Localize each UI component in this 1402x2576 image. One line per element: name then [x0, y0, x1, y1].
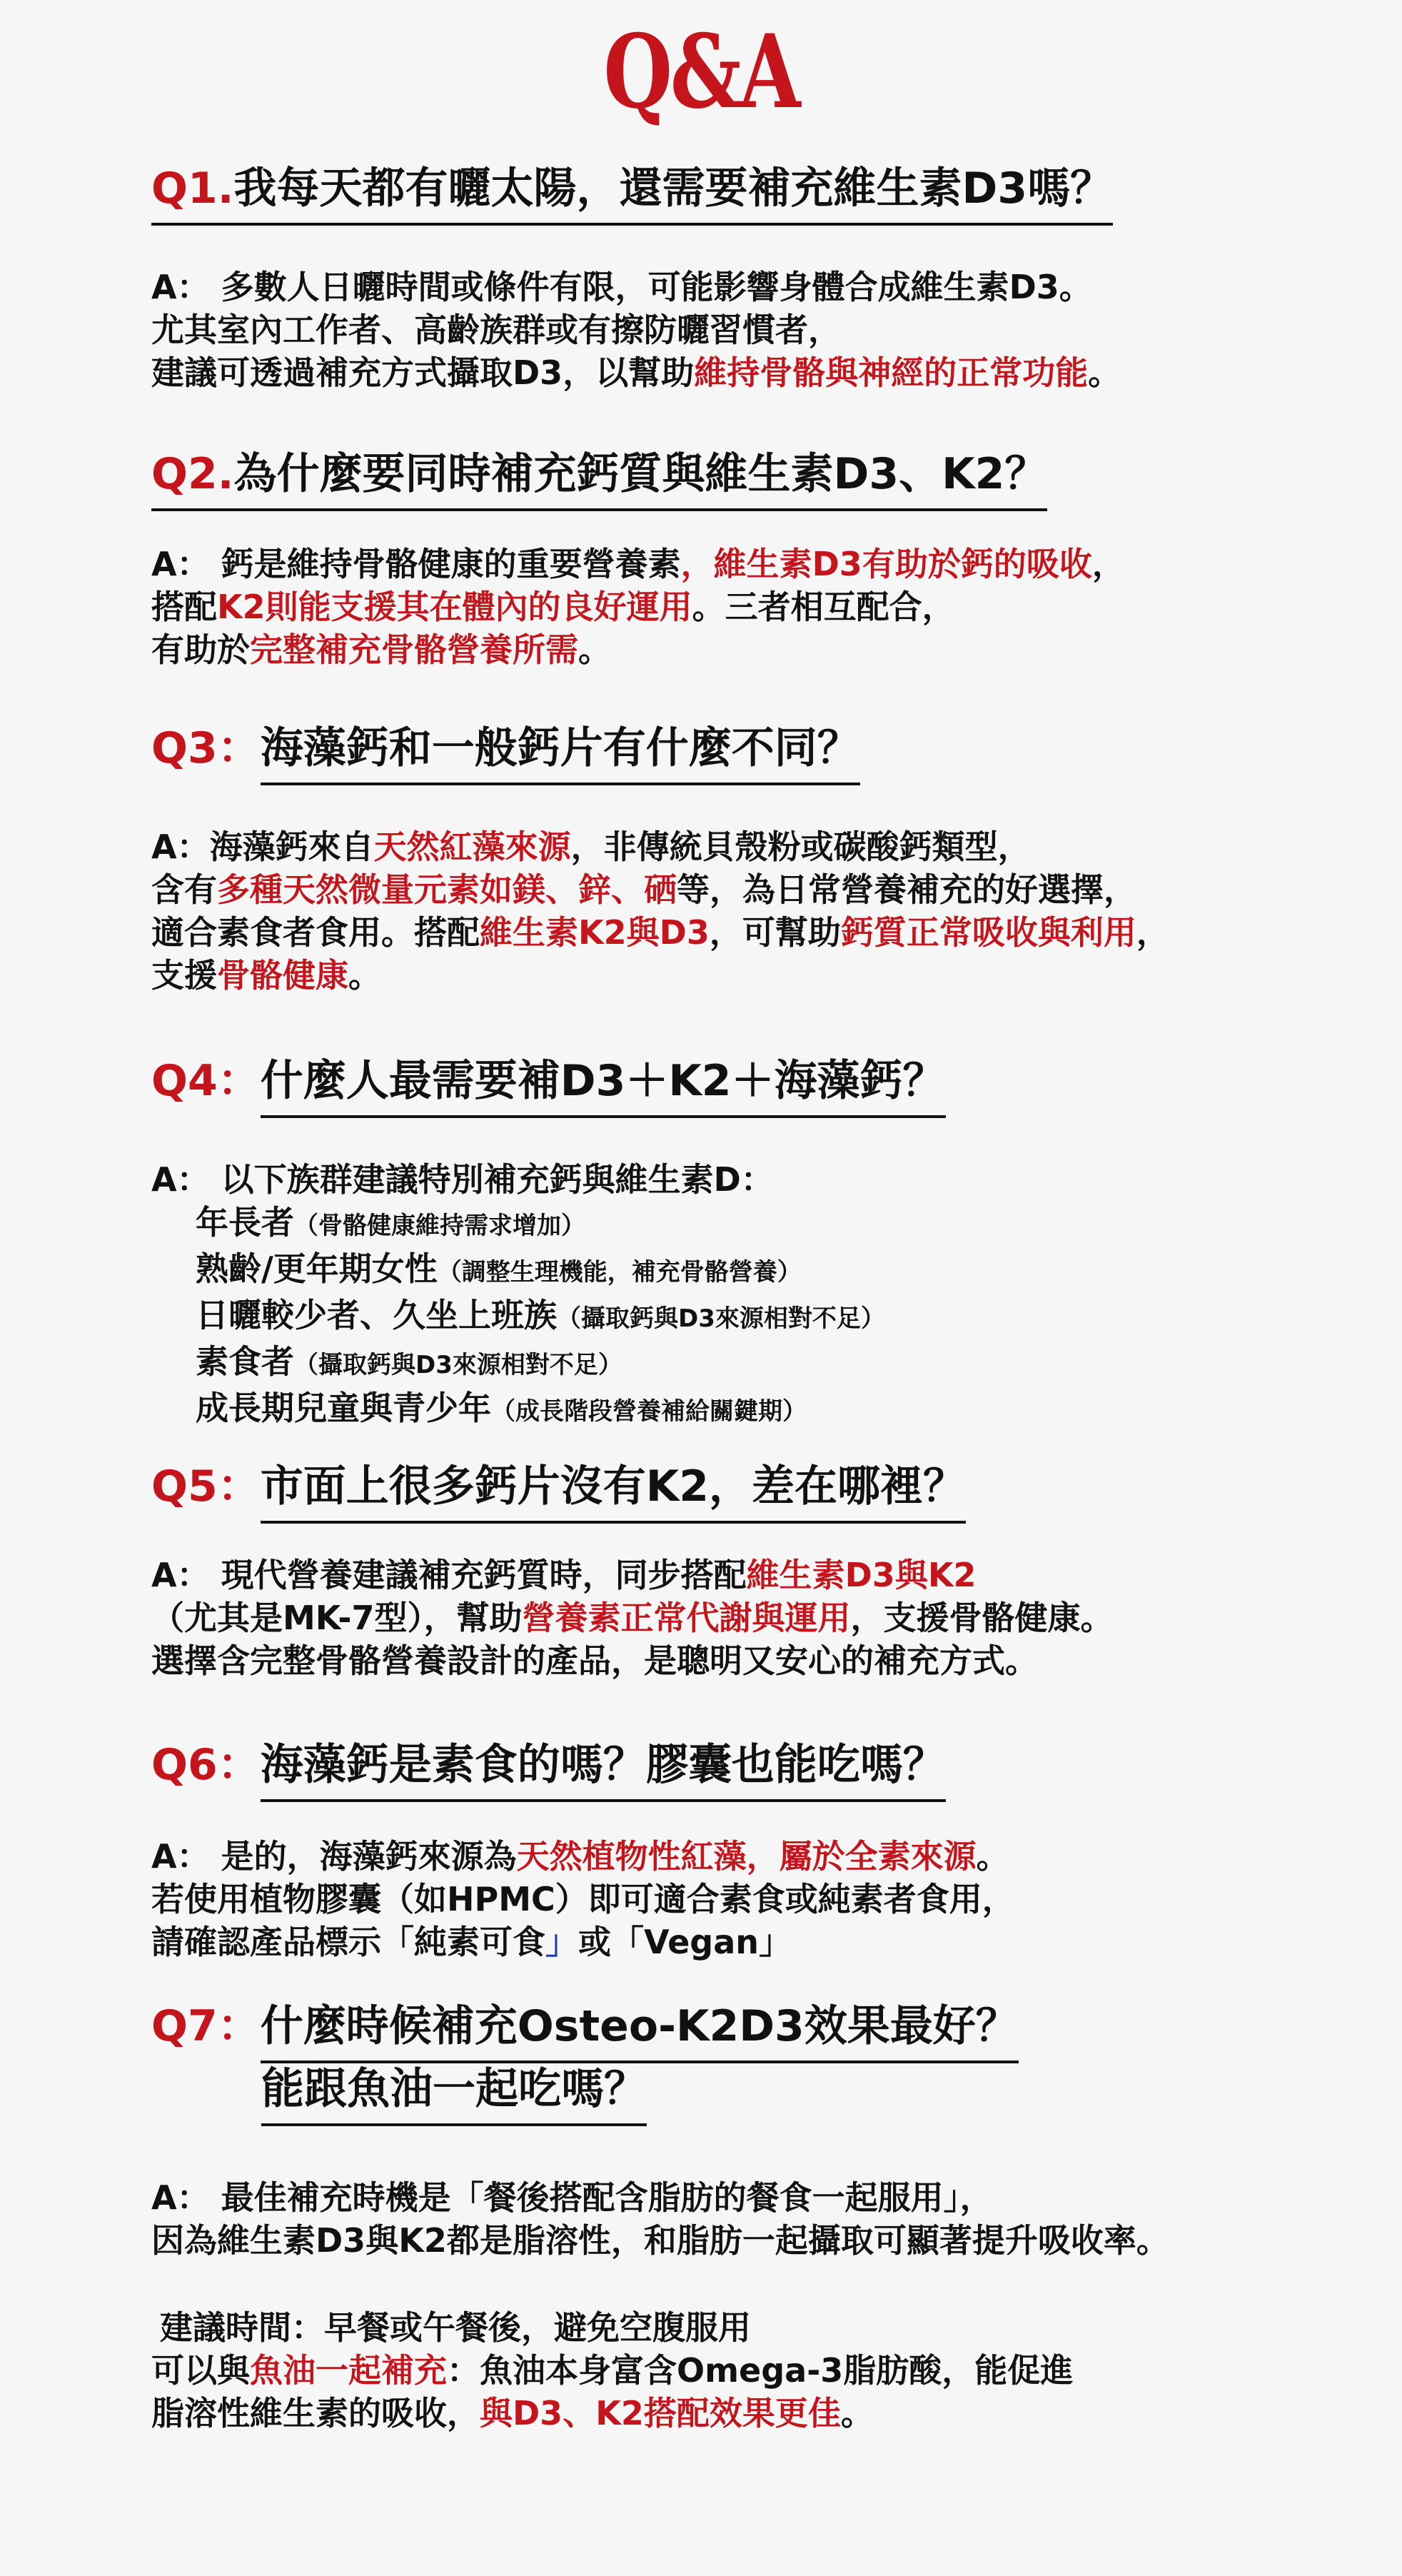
answer-7 [151, 2176, 1169, 2262]
question-5 [151, 1461, 966, 1524]
answer-7-tip-line-2 [151, 2392, 1073, 2435]
question-4-number: Q4： [151, 1056, 261, 1106]
answer-2-highlight: ，維生素D3有助於鈣的吸收 [680, 545, 1092, 583]
answer-3-line-1 [151, 825, 1169, 868]
answer-3-highlight: 多種天然微量元素如鎂、鋅、硒 [217, 870, 677, 909]
group-name: 素食者 [196, 1342, 294, 1381]
answer-6 [151, 1835, 1015, 1963]
answer-3-highlight: 鈣質正常吸收與利用 [840, 913, 1136, 952]
answer-2-text: 搭配 [151, 588, 217, 626]
question-1-text: 我每天都有曬太陽，還需要補充維生素D3嗎？ [233, 163, 1114, 213]
answer-5 [151, 1554, 1114, 1682]
answer-3-text: 等，為日常營養補充的好選擇， [677, 870, 1136, 909]
answer-2-text: A： 鈣是維持骨骼健康的重要營養素 [151, 545, 681, 583]
answer-3-line-4 [151, 954, 1169, 997]
group-item [151, 1201, 885, 1247]
answer-1-line-1: A： 多數人日曬時間或條件有限，可能影響身體合成維生素D3。 [151, 268, 1092, 306]
question-5-text: 市面上很多鈣片沒有K2，差在哪裡？ [261, 1461, 966, 1524]
answer-3 [151, 825, 1169, 997]
answer-6-highlight: 天然植物性紅藻，屬於全素來源 [516, 1837, 977, 1876]
answer-3-highlight: 維生素K2與D3 [480, 913, 710, 952]
answer-7-line-2: 因為維生素D3與K2都是脂溶性，和脂肪一起攝取可顯著提升吸收率。 [151, 2221, 1169, 2260]
question-3-number: Q3： [151, 723, 261, 773]
question-1-title [151, 163, 1113, 226]
group-name: 日曬較少者、久坐上班族 [196, 1296, 557, 1334]
answer-5-line-1 [151, 1554, 1114, 1596]
answer-6-line-2: 若使用植物膠囊（如HPMC）即可適合素食或純素者食用， [151, 1880, 1015, 1918]
answer-1-line-3 [151, 351, 1121, 394]
answer-2-text: 。 [578, 630, 611, 669]
answer-5-text: ，支援骨骼健康。 [850, 1599, 1114, 1637]
answer-3-text: A：海藻鈣來自 [151, 827, 374, 866]
answer-6-text: A： 是的，海藻鈣來源為 [151, 1837, 517, 1876]
answer-3-text: ，可幫助 [709, 913, 841, 952]
answer-7-highlight: 魚油一起補充 [250, 2351, 447, 2390]
group-item [151, 1387, 885, 1433]
answer-6-line-3 [151, 1921, 1015, 1963]
group-name: 熟齡/更年期女性 [196, 1249, 438, 1288]
answer-3-text: 支援 [151, 956, 217, 995]
group-note: （骨骼健康維持需求增加） [294, 1212, 585, 1240]
question-7 [151, 2001, 1019, 2126]
answer-4 [151, 1158, 885, 1433]
group-note: （調整生理機能，補充骨骼營養） [437, 1258, 802, 1287]
answer-2-highlight: K2則能支援其在體內的良好運用 [217, 588, 692, 626]
question-2 [151, 448, 1047, 511]
answer-7-text: ：魚油本身富含Omega-3脂肪酸，能促進 [447, 2351, 1074, 2390]
answer-3-text: ，非傳統貝殼粉或碳酸鈣類型， [570, 827, 1031, 866]
answer-7-text: 脂溶性維生素的吸收， [151, 2394, 480, 2432]
answer-6-text: 請確認產品標示「純素可食 [151, 1923, 545, 1961]
answer-7-suggestion: 建議時間：早餐或午餐後，避免空腹服用 [160, 2308, 751, 2347]
answer-2-line-3 [151, 628, 1125, 671]
question-6-number: Q6： [151, 1740, 261, 1790]
question-7-number: Q7： [151, 2001, 261, 2051]
answer-5-highlight: 維生素D3與K2 [746, 1556, 977, 1594]
answer-6-text: 或「Vegan」 [578, 1923, 792, 1961]
question-3 [151, 723, 860, 785]
group-name: 年長者 [196, 1203, 294, 1242]
answer-5-text: A： 現代營養建議補充鈣質時，同步搭配 [151, 1556, 747, 1594]
question-7-text-line-2: 能跟魚油一起吃嗎？ [261, 2063, 647, 2126]
question-1 [151, 163, 1113, 226]
answer-5-line-2 [151, 1596, 1114, 1639]
group-note: （攝取鈣與D3來源相對不足） [557, 1304, 885, 1333]
answer-3-text: ， [1136, 913, 1169, 952]
answer-1-line-2: 尤其室內工作者、高齡族群或有擦防曬習慣者， [151, 311, 841, 349]
question-5-number: Q5： [151, 1461, 261, 1511]
answer-2-text: 。三者相互配合， [692, 588, 955, 626]
question-2-text: 為什麼要同時補充鈣質與維生素D3、K2？ [233, 449, 1048, 499]
answer-3-line-2 [151, 868, 1169, 911]
answer-2 [151, 543, 1125, 671]
answer-1 [151, 266, 1121, 394]
question-2-title [151, 448, 1047, 511]
answer-3-text: 適合素食者食用。搭配 [151, 913, 480, 952]
answer-3-line-3 [151, 911, 1169, 954]
answer-2-highlight: 完整補充骨骼營養所需 [250, 630, 578, 669]
answer-2-line-2 [151, 585, 1125, 628]
group-note: （成長階段營養補給關鍵期） [491, 1397, 807, 1426]
question-7-text-line-1: 什麼時候補充Osteo-K2D3效果最好？ [261, 2001, 1019, 2063]
answer-3-highlight: 天然紅藻來源 [373, 827, 571, 866]
group-name: 成長期兒童與青少年 [196, 1389, 491, 1427]
answer-5-highlight: 營養素正常代謝與運用 [522, 1599, 851, 1637]
answer-6-bracket: 」 [545, 1923, 578, 1961]
answer-7-highlight: 與D3、K2搭配效果更佳 [480, 2394, 841, 2432]
answer-6-line-1 [151, 1835, 1015, 1878]
page-title: Q&A [603, 13, 799, 131]
answer-5-text: （尤其是MK-7型），幫助 [151, 1599, 523, 1637]
answer-2-line-1 [151, 543, 1125, 585]
answer-7-tips [151, 2306, 1073, 2435]
answer-3-highlight: 骨骼健康 [217, 956, 348, 995]
answer-5-line-3: 選擇含完整骨骼營養設計的產品，是聰明又安心的補充方式。 [151, 1641, 1038, 1680]
answer-1-text: 建議可透過補充方式攝取D3，以幫助 [151, 353, 695, 392]
group-note: （攝取鈣與D3來源相對不足） [294, 1351, 622, 1379]
answer-3-text: 。 [348, 956, 381, 995]
question-4 [151, 1055, 946, 1118]
answer-1-text: 。 [1088, 353, 1121, 392]
answer-1-highlight: 維持骨骼與神經的正常功能 [694, 353, 1089, 392]
question-1-number: Q1. [151, 163, 234, 213]
answer-4-intro: A： 以下族群建議特別補充鈣與維生素D： [151, 1160, 774, 1199]
question-6-text: 海藻鈣是素食的嗎？膠囊也能吃嗎？ [261, 1739, 946, 1802]
question-4-text: 什麼人最需要補D3＋K2＋海藻鈣？ [261, 1055, 946, 1118]
question-2-number: Q2. [151, 449, 234, 499]
answer-3-text: 含有 [151, 870, 217, 909]
group-item [151, 1340, 885, 1387]
answer-6-text: 。 [976, 1837, 1009, 1876]
answer-2-text: ， [1091, 545, 1125, 583]
group-item [151, 1294, 885, 1340]
question-6 [151, 1739, 946, 1802]
answer-7-tip-line-1 [151, 2349, 1073, 2392]
answer-7-text: 可以與 [151, 2351, 250, 2390]
answer-7-text: 。 [840, 2394, 874, 2432]
question-3-text: 海藻鈣和一般鈣片有什麼不同？ [261, 723, 860, 785]
group-item [151, 1247, 885, 1294]
answer-2-text: 有助於 [151, 630, 250, 669]
answer-7-line-1: A： 最佳補充時機是「餐後搭配含脂肪的餐食一起服用」， [151, 2178, 993, 2217]
